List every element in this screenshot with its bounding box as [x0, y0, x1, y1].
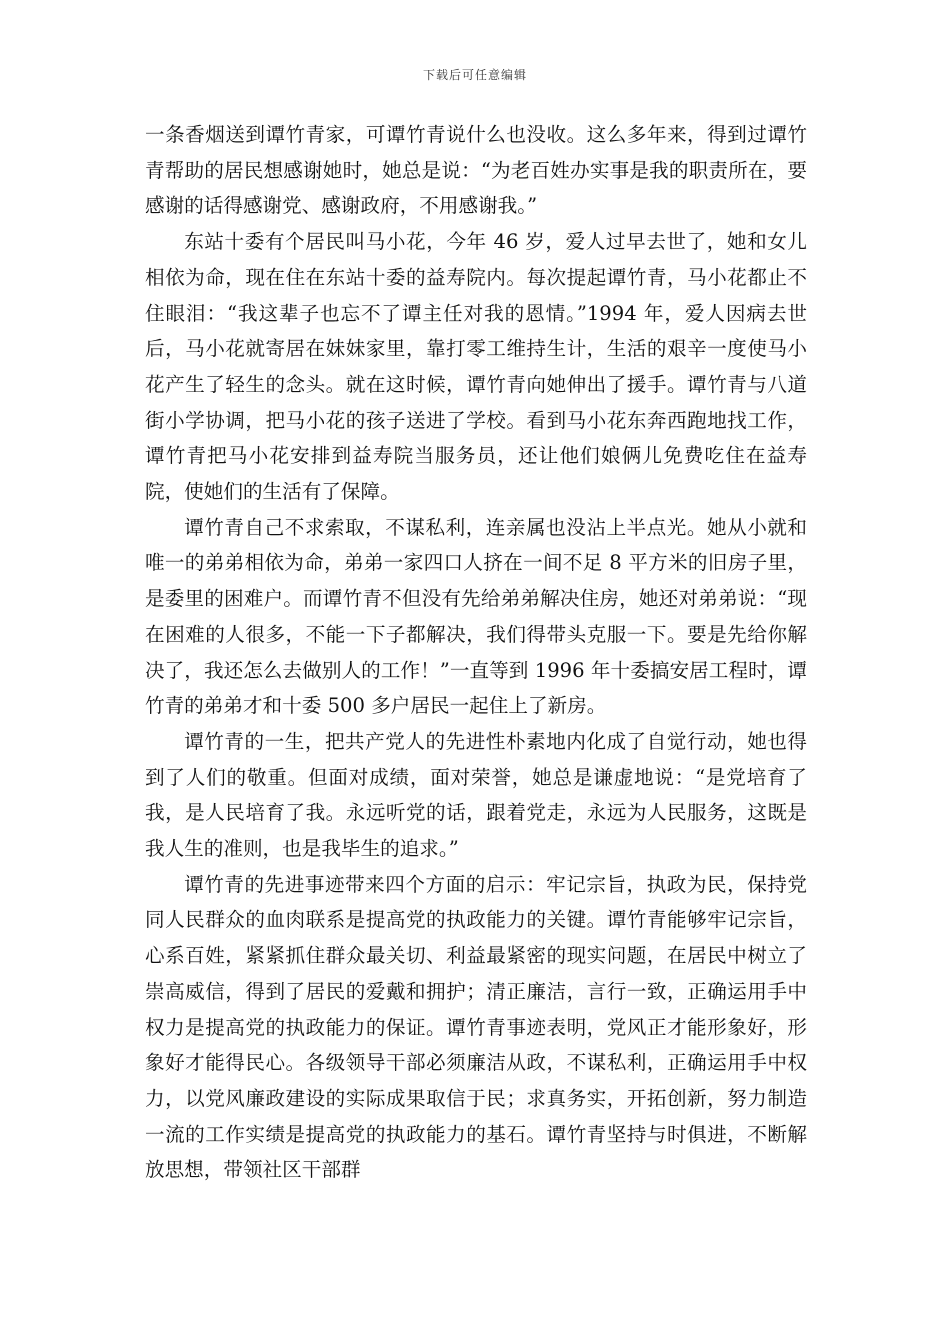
paragraph: 谭竹青自己不求索取，不谋私利，连亲属也没沾上半点光。她从小就和唯一的弟弟相依为命，弟弟一家四口人挤在一间不足 8 平方米的旧房子里，是委里的困难户。而谭竹青不但没有先给弟弟解决住房，她还对弟弟说：“现在困难的人很多，不能一下子都解决，我们得带头克服一下。要是先给你解决了，我还怎么去做别人的工作！”一直等到 1996 年十委搞安居工程时，谭竹青的弟弟才和十委 500 多户居民一起住上了新房。 [145, 515, 807, 718]
page-header: 下载后可任意编辑 [422, 68, 527, 82]
paragraph: 谭竹青的一生，把共产党人的先进性朴素地内化成了自觉行动，她也得到了人们的敬重。但面对成绩，面对荣誉，她总是谦虚地说：“是党培育了我，是人民培育了我。永远听党的话，跟着党走，永远为人民服务，这既是我人生的准则，也是我毕生的追求。” [145, 729, 807, 861]
document-body [145, 117, 807, 1188]
paragraph: 谭竹青的先进事迹带来四个方面的启示：牢记宗旨，执政为民，保持党同人民群众的血肉联系是提高党的执政能力的关键。谭竹青能够牢记宗旨，心系百姓，紧紧抓住群众最关切、利益最紧密的现实问题，在居民中树立了崇高威信，得到了居民的爱戴和拥护；清正廉洁，言行一致，正确运用手中权力是提高党的执政能力的保证。谭竹青事迹表明，党风正才能形象好，形象好才能得民心。各级领导干部必须廉洁从政，不谋私利，正确运用手中权力，以党风廉政建设的实际成果取信于民；求真务实，开拓创新，努力制造一流的工作实绩是提高党的执政能力的基石。谭竹青坚持与时俱进，不断解放思想，带领社区干部群 [145, 872, 807, 1182]
paragraph-continuation: 一条香烟送到谭竹青家，可谭竹青说什么也没收。这么多年来，得到过谭竹青帮助的居民想感谢她时，她总是说：“为老百姓办实事是我的职责所在，要感谢的话得感谢党、感谢政府，不用感谢我。” [145, 123, 807, 218]
paragraph: 东站十委有个居民叫马小花，今年 46 岁，爱人过早去世了，她和女儿相依为命，现在住在东站十委的益寿院内。每次提起谭竹青，马小花都止不住眼泪：“我这辈子也忘不了谭主任对我的恩情。”1994 年，爱人因病去世后，马小花就寄居在妹妹家里，靠打零工维持生计，生活的艰辛一度使马小花产生了轻生的念头。就在这时候，谭竹青向她伸出了援手。谭竹青与八道街小学协调，把马小花的孩子送进了学校。看到马小花东奔西跑地找工作，谭竹青把马小花安排到益寿院当服务员，还让他们娘俩儿免费吃住在益寿院，使她们的生活有了保障。 [145, 230, 807, 504]
